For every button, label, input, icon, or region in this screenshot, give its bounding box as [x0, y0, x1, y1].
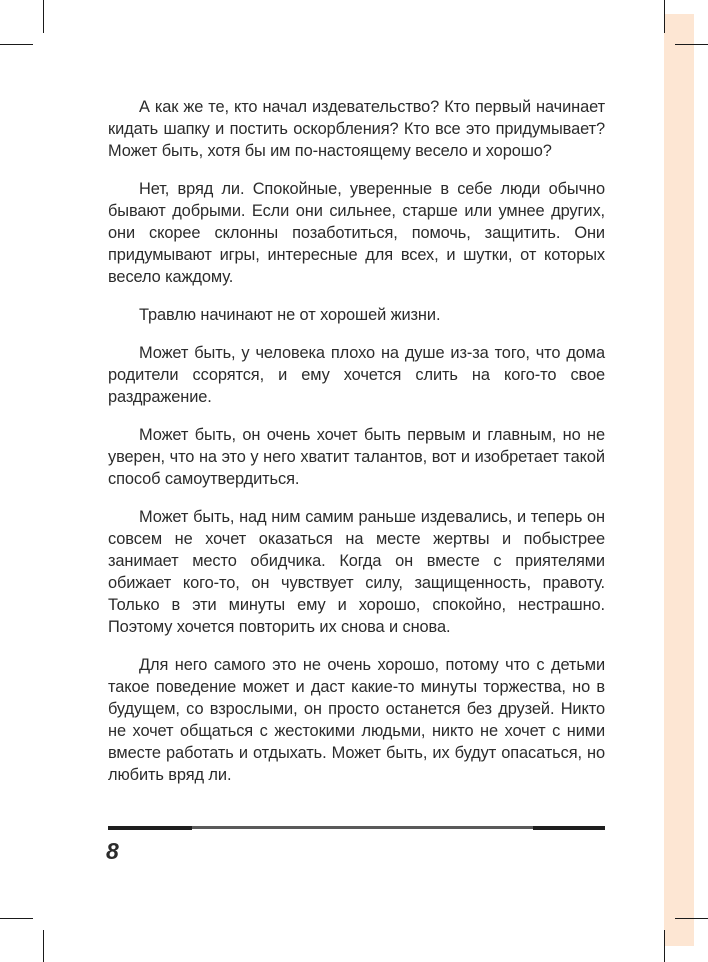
paragraph: Может быть, над ним самим раньше издевались, и теперь он совсем не хочет оказаться на месте жертвы и побыстрее занимает место обидчика. Когда он вместе с приятелями обижает кого-то, он чувствует силу, защищенность, правоту. Только в эти минуты ему и хорошо, спокойно, нестрашно. Поэтому хочется повторить их снова и снова.: [108, 508, 605, 636]
margin-color-band: [664, 14, 694, 946]
crop-mark-bottom-right-h: [675, 918, 708, 919]
footer-rule-accent-left: [108, 826, 192, 830]
paragraph: Для него самого это не очень хорошо, потому что с детьми такое поведение может и даст какие-то минуты торжества, но в будущем, со взрослыми, он просто останется без друзей. Никто не хочет общаться с жестокими людьми, никто не хочет с ними вместе работать и отдыхать. Может быть, их будут опасаться, но любить вряд ли.: [108, 656, 605, 784]
paragraph: Нет, вряд ли. Спокойные, уверенные в себе люди обычно бывают добрыми. Если они сильнее, старше или умнее других, они скорее склонны позаботиться, помочь, защитить. Они придумывают игры, интересные для всех, и шутки, от которых весело каждому.: [108, 180, 605, 286]
crop-mark-top-left-h: [0, 44, 33, 45]
paragraph: Может быть, у человека плохо на душе из-за того, что дома родители ссорятся, и ему хочется слить на кого-то свое раздражение.: [108, 344, 605, 406]
footer-rule-accent-right: [533, 826, 605, 830]
paragraph: Травлю начинают не от хорошей жизни.: [139, 306, 441, 324]
crop-mark-bottom-left-v: [43, 930, 44, 962]
body-text: [108, 96, 605, 802]
crop-mark-top-right-h: [675, 44, 708, 45]
paragraph: Может быть, он очень хочет быть первым и главным, но не уверен, что на это у него хватит талантов, вот и изобретает такой способ самоутвердиться.: [108, 426, 605, 488]
crop-mark-bottom-right-v: [664, 930, 665, 962]
crop-mark-top-right-v: [664, 0, 665, 33]
page-number: 8: [106, 838, 119, 864]
paragraph: А как же те, кто начал издевательство? Кто первый начинает кидать шапку и постить оскорбления? Кто все это придумывает? Может быть, хотя бы им по-настоящему весело и хорошо?: [108, 98, 605, 160]
crop-mark-bottom-left-h: [0, 918, 33, 919]
crop-mark-top-left-v: [43, 0, 44, 33]
